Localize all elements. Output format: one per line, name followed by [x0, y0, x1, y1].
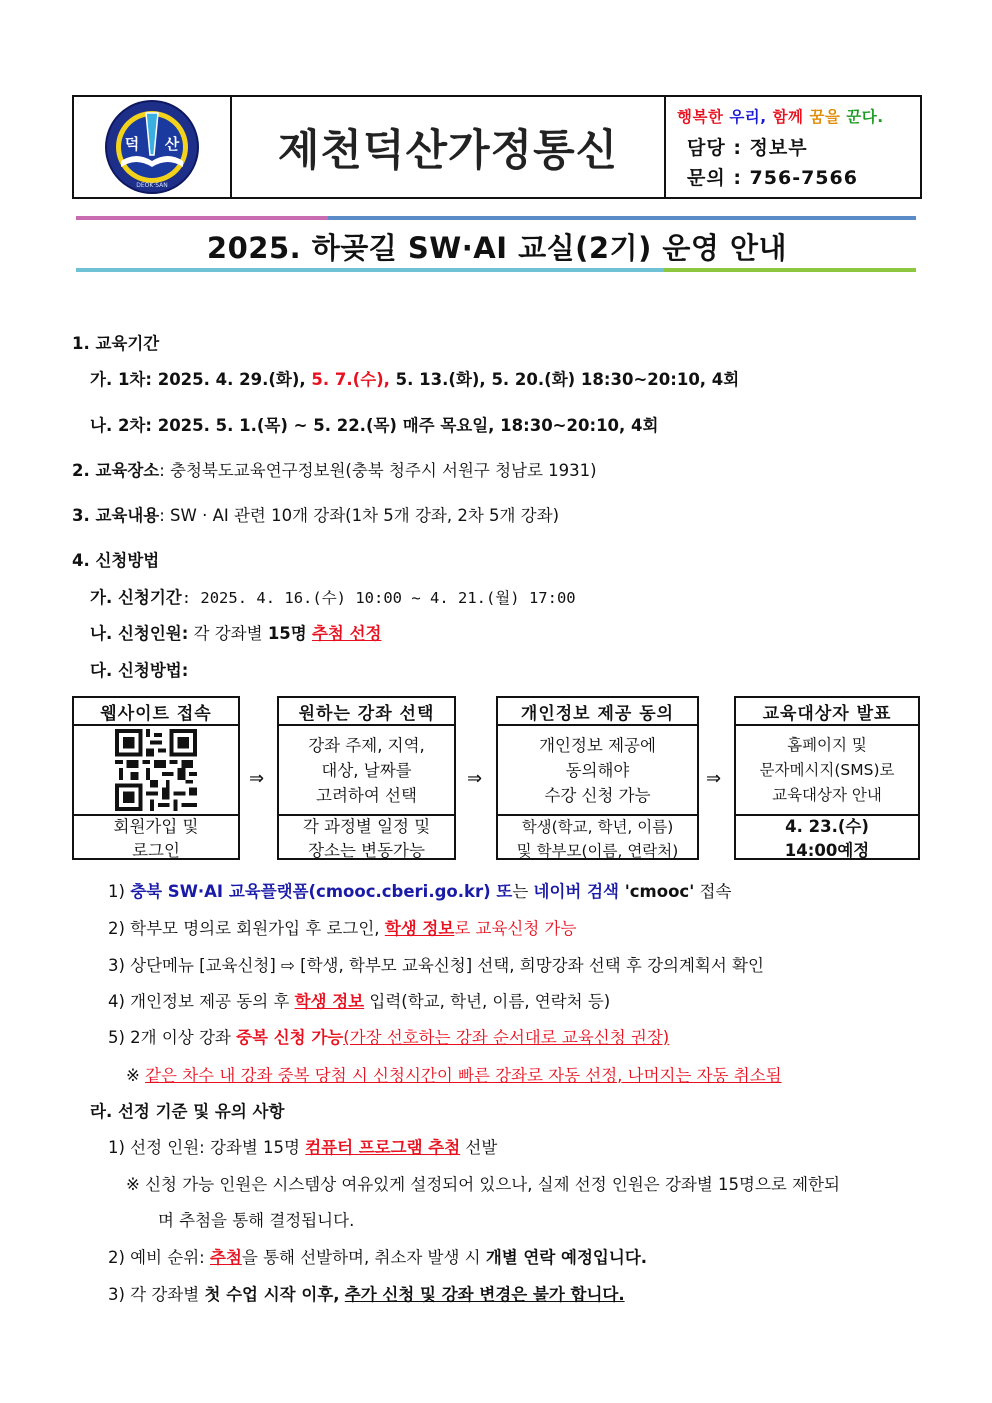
section2-heading: 2. 교육장소: [72, 461, 160, 480]
criteria-1-note-cont: 며 추첨을 통해 결정됩니다.: [158, 1211, 355, 1230]
naver-search: 네이버 검색: [533, 882, 619, 901]
foot-line: 로그인: [132, 841, 180, 860]
label: 가. 신청기간: [90, 588, 182, 607]
flow-step-consent: [496, 696, 699, 860]
platform-link: 충북 SW·AI 교육플랫폼(cmooc.cberi.go.kr) 또: [130, 882, 513, 901]
text: 가. 1차: 2025. 4. 29.(화),: [90, 370, 312, 389]
section1-item-b: 나. 2차: 2025. 5. 1.(목) ~ 5. 22.(목) 매주 목요일, 18:30~20:10, 4회: [90, 416, 659, 435]
criteria-3: 3) 각 강좌별 첫 수업 시작 이후, 추가 신청 및 강좌 변경은 불가 합니다.: [108, 1285, 625, 1304]
section3: [72, 502, 559, 526]
section1-item-a: [90, 366, 739, 390]
svg-text:DEOK·SAN: DEOK·SAN: [136, 182, 168, 189]
flow-arrow: ⇒: [467, 768, 483, 789]
flow-step-foot: 4. 23.(수) 14:00예정: [736, 814, 918, 862]
slogan-part: 꾼다.: [846, 108, 884, 126]
section3-heading: 3. 교육내용: [72, 506, 160, 525]
text: 각 강좌별: [188, 624, 268, 643]
highlight: 추첨 선정: [311, 624, 382, 643]
step-3: 3) 상단메뉴 [교육신청] ⇨ [학생, 학부모 교육신청] 선택, 희망강좌 선택 후 강의계획서 확인: [108, 956, 764, 975]
flow-step-head: 개인정보 제공 동의: [498, 698, 697, 726]
qr-code-icon[interactable]: [115, 729, 197, 811]
foot-line: 회원가입 및: [113, 817, 199, 836]
phone-label: 문의 : 756-7566: [687, 167, 858, 189]
slogan-part: 함께: [772, 108, 810, 126]
flow-step-select-course: [277, 696, 456, 860]
section2: [72, 457, 597, 481]
highlight-date: 5. 7.(수),: [311, 370, 390, 389]
page-title: 제천덕산가정통신: [232, 97, 666, 197]
slogan-part: 우리,: [723, 108, 773, 126]
title-bar-top: [76, 216, 916, 220]
school-logo-cell: [74, 97, 232, 197]
section2-text: : 충청북도교육연구정보원(충북 청주시 서원구 청남로 1931): [159, 461, 597, 480]
flow-step-body: 개인정보 제공에 동의해야 수강 신청 가능: [539, 735, 656, 805]
flow-step-body: 홈페이지 및 문자메시지(SMS)로 교육대상자 안내: [759, 735, 895, 804]
section3-text: : SW · AI 관련 10개 강좌(1차 5개 강좌, 2차 5개 강좌): [159, 506, 560, 525]
slogan-part: 행복한: [677, 108, 724, 126]
school-logo: [74, 97, 230, 197]
section4-c: 다. 신청방법:: [90, 661, 189, 680]
count: 15명: [267, 624, 307, 643]
criteria-1-note: ※ 신청 가능 인원은 시스템상 여유있게 설정되어 있으나, 실제 선정 인원은 강좌별 15명으로 제한되: [126, 1175, 840, 1194]
flow-step-foot: [74, 814, 238, 862]
flow-step-announcement: [734, 696, 920, 860]
flow-step-website: [72, 696, 240, 860]
section1-heading: 1. 교육기간: [72, 334, 160, 353]
title-bar-bottom: [76, 268, 916, 272]
header-info: [677, 105, 917, 193]
step-4: 4) 개인정보 제공 동의 후 학생 정보 입력(학교, 학년, 이름, 연락처 등): [108, 992, 611, 1011]
criteria-1: 1) 선정 인원: 강좌별 15명 컴퓨터 프로그램 추첨 선발: [108, 1138, 498, 1157]
svg-text:덕: 덕: [124, 135, 140, 153]
text: 5. 13.(화), 5. 20.(화) 18:30~20:10, 4회: [389, 370, 740, 389]
section4-heading: 4. 신청방법: [72, 551, 160, 570]
flow-step-head: 원하는 강좌 선택: [279, 698, 454, 726]
step-2: 2) 학부모 명의로 회원가입 후 로그인, 학생 정보로 교육신청 가능: [108, 919, 577, 938]
flow-arrow: ⇒: [249, 768, 265, 789]
value: : 2025. 4. 16.(수) 10:00 ~ 4. 21.(월) 17:00: [181, 589, 576, 607]
slogan-part: 꿈을: [809, 108, 847, 126]
document-title: 2025. 하곶길 SW·AI 교실(2기) 운영 안내: [206, 231, 788, 265]
step-note: ※ 같은 차수 내 강좌 중복 당첨 시 신청시간이 빠른 강좌로 자동 선정, 나머지는 자동 취소됨: [126, 1066, 782, 1085]
contact-info: [677, 133, 917, 193]
section4-a: [90, 584, 576, 608]
step-5: 5) 2개 이상 강좌 중복 신청 가능(가장 선호하는 강좌 순서대로 교육신청 권장): [108, 1028, 670, 1047]
flow-step-foot: 학생(학교, 학년, 이름) 및 학부모(이름, 연락처): [498, 814, 697, 862]
section4-b: [90, 620, 381, 644]
flow-step-head: 교육대상자 발표: [736, 698, 918, 726]
dept-label: 담당 : 정보부: [687, 137, 808, 159]
criteria-2: 2) 예비 순위: 추첨을 통해 선발하며, 취소자 발생 시 개별 연락 예정입니다.: [108, 1248, 648, 1267]
label: 나. 신청인원:: [90, 624, 189, 643]
flow-step-foot: 각 과정별 일정 및 장소는 변동가능: [279, 814, 454, 862]
slogan: [677, 105, 917, 127]
flow-step-body: 강좌 주제, 지역, 대상, 날짜를 고려하여 선택: [308, 735, 425, 805]
criteria-heading: 라. 선정 기준 및 유의 사항: [90, 1102, 285, 1121]
step-1: 1) 충북 SW·AI 교육플랫폼(cmooc.cberi.go.kr) 또는 네이버 검색 'cmooc' 접속: [108, 882, 732, 901]
flow-arrow: ⇒: [706, 768, 722, 789]
qr-area: [74, 726, 238, 814]
header-table: [72, 95, 922, 199]
svg-text:산: 산: [164, 135, 180, 153]
flow-step-head: 웹사이트 접속: [74, 698, 238, 726]
